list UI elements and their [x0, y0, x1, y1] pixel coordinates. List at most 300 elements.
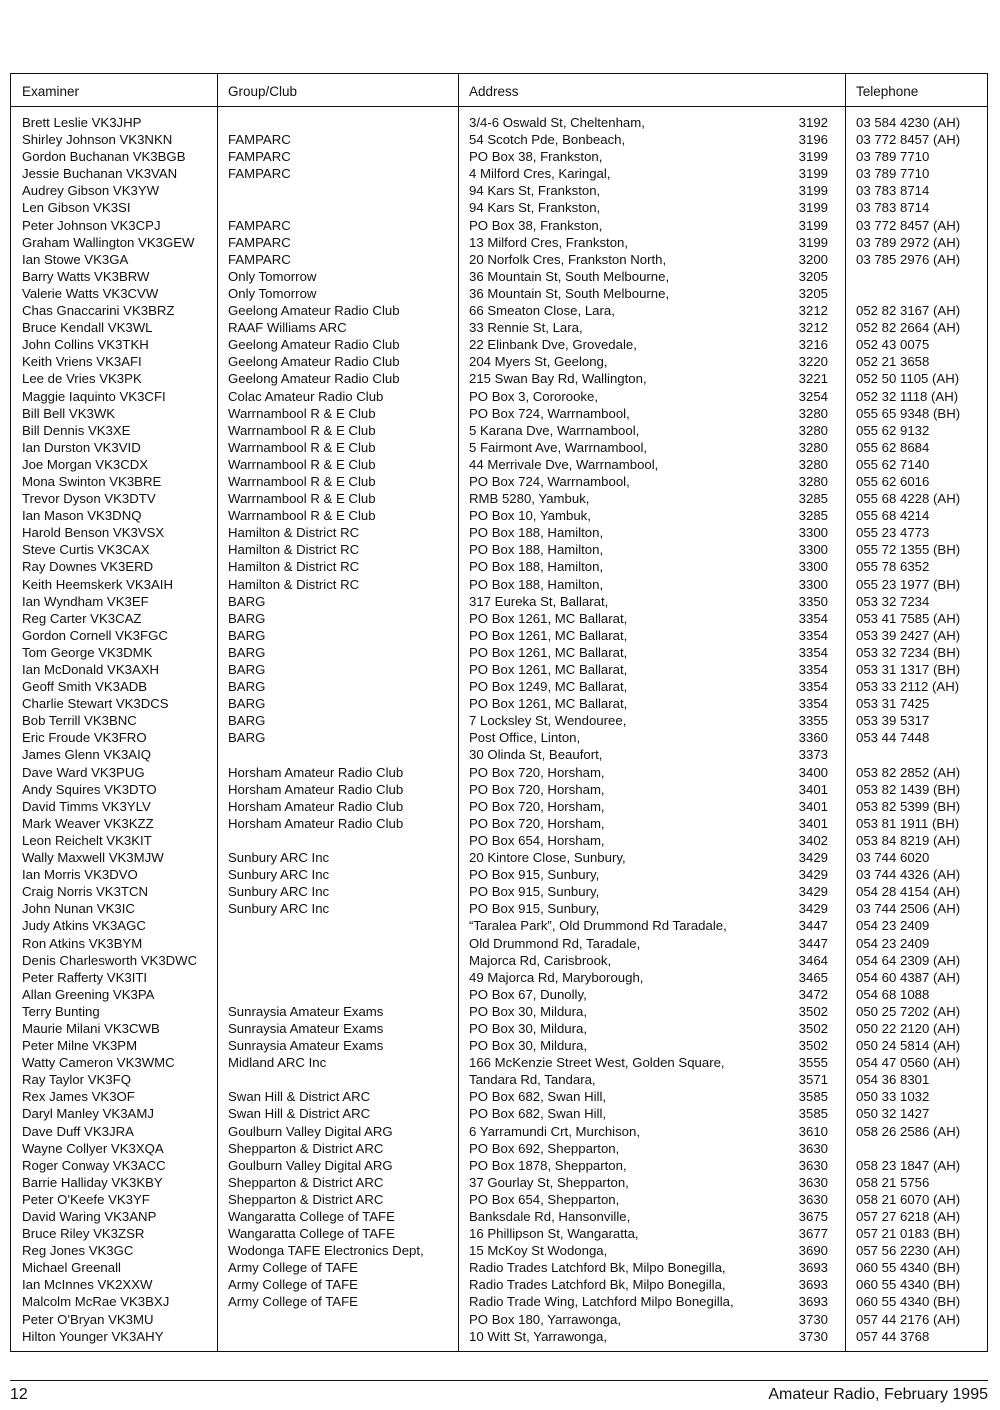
examiner-name: Ian Stowe VK3GA	[22, 251, 129, 267]
group-club: Sunbury ARC Inc	[228, 884, 330, 900]
group-club: Hamilton & District RC	[228, 525, 360, 541]
postcode: 3571	[798, 1072, 828, 1088]
group-club: Horsham Amateur Radio Club	[228, 764, 404, 780]
postcode: 3400	[798, 764, 828, 780]
table-body	[11, 114, 987, 1345]
table-row	[11, 524, 987, 541]
address: PO Box 188, Hamilton,	[469, 576, 604, 592]
examiner-name: Len Gibson VK3SI	[22, 200, 131, 216]
examiner-name: Mark Weaver VK3KZZ	[22, 815, 154, 831]
examiner-name: Joe Morgan VK3CDX	[22, 456, 149, 472]
address: PO Box 10, Yambuk,	[469, 508, 591, 524]
postcode: 3354	[798, 644, 828, 660]
group-club: BARG	[228, 610, 266, 626]
table-row	[11, 1174, 987, 1191]
postcode: 3730	[798, 1311, 828, 1327]
address: 166 McKenzie Street West, Golden Square,	[469, 1055, 725, 1071]
address: PO Box 30, Mildura,	[469, 1020, 588, 1036]
address: PO Box 3, Cororooke,	[469, 388, 599, 404]
address: PO Box 188, Hamilton,	[469, 559, 604, 575]
table-row	[11, 815, 987, 832]
examiner-name: Peter O'Keefe VK3YF	[22, 1191, 150, 1207]
examiner-name: Roger Conway VK3ACC	[22, 1157, 166, 1173]
group-club: FAMPARC	[228, 251, 291, 267]
address: PO Box 915, Sunbury,	[469, 901, 600, 917]
table-row	[11, 1276, 987, 1293]
address: 204 Myers St, Geelong,	[469, 354, 608, 370]
group-club: Wangaratta College of TAFE	[228, 1209, 395, 1224]
table-row	[11, 883, 987, 900]
postcode: 3555	[798, 1055, 828, 1071]
examiner-name: Charlie Stewart VK3DCS	[22, 696, 169, 712]
postcode: 3280	[798, 422, 828, 438]
table-row	[11, 1105, 987, 1122]
address: PO Box 38, Frankston,	[469, 217, 603, 233]
telephone: 057 44 3768	[856, 1328, 930, 1344]
address: PO Box 1249, MC Ballarat,	[469, 679, 628, 695]
examiner-name: Ron Atkins VK3BYM	[22, 935, 143, 951]
examiner-name: Shirley Johnson VK3NKN	[22, 132, 173, 148]
group-club: Goulburn Valley Digital ARG	[228, 1123, 393, 1139]
telephone: 058 26 2586 (AH)	[856, 1123, 961, 1139]
examiner-name: Terry Bunting	[22, 1003, 100, 1019]
table-row	[11, 900, 987, 917]
examiner-name: Gordon Buchanan VK3BGB	[22, 149, 186, 165]
table-row	[11, 678, 987, 695]
address: PO Box 1261, MC Ballarat,	[469, 644, 628, 660]
group-club: Shepparton & District ARC	[228, 1191, 384, 1207]
telephone: 054 68 1088	[856, 986, 930, 1002]
postcode: 3373	[798, 747, 828, 763]
table-row	[11, 114, 987, 131]
telephone: 053 82 5399 (BH)	[856, 798, 961, 814]
group-club: Warrnambool R & E Club	[228, 491, 376, 507]
telephone: 054 60 4387 (AH)	[856, 969, 961, 985]
postcode: 3285	[798, 491, 828, 507]
table-row	[11, 558, 987, 575]
examiner-name: Watty Cameron VK3WMC	[22, 1055, 175, 1071]
examiner-name: Peter O'Bryan VK3MU	[22, 1311, 154, 1327]
address: Post Office, Linton,	[469, 730, 581, 746]
address: 30 Olinda St, Beaufort,	[469, 747, 603, 763]
telephone: 057 21 0183 (BH)	[856, 1226, 961, 1242]
examiner-name: Ian McInnes VK2XXW	[22, 1277, 153, 1293]
table-row	[11, 336, 987, 353]
telephone: 03 783 8714	[856, 200, 930, 216]
table-row	[11, 165, 987, 182]
telephone: 058 21 6070 (AH)	[856, 1191, 961, 1207]
examiner-name: Ian Wyndham VK3EF	[22, 593, 149, 609]
postcode: 3196	[798, 132, 828, 148]
table-row	[11, 541, 987, 558]
telephone: 052 82 2664 (AH)	[856, 320, 961, 336]
examiner-name: Valerie Watts VK3CVW	[22, 285, 159, 301]
table-row	[11, 1208, 987, 1225]
examiner-name: Mona Swinton VK3BRE	[22, 473, 162, 489]
telephone: 055 62 7140	[856, 456, 930, 472]
address: Tandara Rd, Tandara,	[469, 1072, 596, 1088]
postcode: 3502	[798, 1038, 828, 1054]
examiner-name: Bill Dennis VK3XE	[22, 422, 131, 438]
examiner-name: Ray Downes VK3ERD	[22, 559, 154, 575]
examiner-name: Harold Benson VK3VSX	[22, 525, 165, 541]
address: 22 Elinbank Dve, Grovedale,	[469, 337, 637, 353]
group-club: Army College of TAFE	[228, 1277, 358, 1293]
telephone: 053 81 1911 (BH)	[856, 815, 960, 831]
postcode: 3199	[798, 217, 828, 233]
postcode: 3280	[798, 439, 828, 455]
address: 94 Kars St, Frankston,	[469, 200, 601, 216]
postcode: 3630	[798, 1140, 828, 1156]
address: 4 Milford Cres, Karingal,	[469, 166, 611, 182]
group-club: Goulburn Valley Digital ARG	[228, 1157, 393, 1173]
table-row	[11, 917, 987, 934]
postcode: 3192	[798, 115, 828, 130]
telephone: 054 47 0560 (AH)	[856, 1055, 961, 1071]
address: 215 Swan Bay Rd, Wallington,	[469, 371, 647, 387]
address: Radio Trades Latchford Bk, Milpo Bonegilla,	[469, 1260, 726, 1276]
table-row	[11, 1328, 987, 1345]
table-row	[11, 405, 987, 422]
telephone: 053 33 2112 (AH)	[856, 679, 960, 695]
group-club: RAAF Williams ARC	[228, 320, 347, 336]
table-row	[11, 268, 987, 285]
examiner-name: John Collins VK3TKH	[22, 337, 149, 353]
postcode: 3254	[798, 388, 828, 404]
table-row	[11, 712, 987, 729]
examiner-name: Graham Wallington VK3GEW	[22, 234, 195, 250]
table-row	[11, 695, 987, 712]
postcode: 3630	[798, 1174, 828, 1190]
group-club: BARG	[228, 679, 266, 695]
examiner-name: Bob Terrill VK3BNC	[22, 713, 137, 729]
address: 317 Eureka St, Ballarat,	[469, 593, 609, 609]
table-row	[11, 798, 987, 815]
postcode: 3280	[798, 405, 828, 421]
table-row	[11, 148, 987, 165]
address: PO Box 682, Swan Hill,	[469, 1106, 607, 1122]
table-row	[11, 935, 987, 952]
telephone: 03 744 2506 (AH)	[856, 901, 961, 917]
table-row	[11, 1259, 987, 1276]
table-row	[11, 490, 987, 507]
telephone: 053 41 7585 (AH)	[856, 610, 961, 626]
group-club: Sunbury ARC Inc	[228, 901, 330, 917]
examiner-name: Leon Reichelt VK3KIT	[22, 832, 152, 848]
telephone: 03 789 7710	[856, 149, 930, 165]
postcode: 3200	[798, 251, 828, 267]
examiner-name: Audrey Gibson VK3YW	[22, 183, 160, 199]
table-row	[11, 199, 987, 216]
postcode: 3693	[798, 1277, 828, 1293]
telephone: 058 21 5756	[856, 1174, 930, 1190]
group-club: FAMPARC	[228, 166, 291, 182]
address: 20 Norfolk Cres, Frankston North,	[469, 251, 667, 267]
address: 3/4-6 Oswald St, Cheltenham,	[469, 115, 645, 130]
telephone: 053 39 5317	[856, 713, 930, 729]
telephone: 03 772 8457 (AH)	[856, 217, 961, 233]
table-row	[11, 969, 987, 986]
table-row	[11, 764, 987, 781]
group-club: Warrnambool R & E Club	[228, 473, 376, 489]
postcode: 3199	[798, 166, 828, 182]
table-row	[11, 439, 987, 456]
address: 20 Kintore Close, Sunbury,	[469, 850, 626, 866]
address: 10 Witt St, Yarrawonga,	[469, 1328, 608, 1344]
examiner-name: Dave Duff VK3JRA	[22, 1123, 134, 1139]
examiner-name: Michael Greenall	[22, 1260, 121, 1276]
address: PO Box 180, Yarrawonga,	[469, 1311, 621, 1327]
address: PO Box 654, Shepparton,	[469, 1191, 620, 1207]
telephone: 055 78 6352	[856, 559, 930, 575]
group-club: Hamilton & District RC	[228, 559, 360, 575]
telephone: 060 55 4340 (BH)	[856, 1294, 961, 1310]
address: RMB 5280, Yambuk,	[469, 491, 590, 507]
address: PO Box 188, Hamilton,	[469, 525, 604, 541]
group-club: Horsham Amateur Radio Club	[228, 815, 404, 831]
table-row	[11, 507, 987, 524]
examiner-name: James Glenn VK3AIQ	[22, 747, 152, 763]
footer-rule	[10, 1380, 988, 1381]
address: PO Box 30, Mildura,	[469, 1038, 588, 1054]
address: 7 Locksley St, Wendouree,	[469, 713, 627, 729]
telephone: 055 23 4773	[856, 525, 930, 541]
group-club: BARG	[228, 713, 266, 729]
postcode: 3199	[798, 234, 828, 250]
telephone: 050 33 1032	[856, 1089, 930, 1105]
table-row	[11, 610, 987, 627]
group-club: Warrnambool R & E Club	[228, 456, 376, 472]
header-group-club: Group/Club	[228, 84, 298, 99]
examiner-name: Trevor Dyson VK3DTV	[22, 491, 156, 507]
examiner-name: Bruce Kendall VK3WL	[22, 320, 153, 336]
examiner-name: Tom George VK3DMK	[22, 644, 153, 660]
telephone: 060 55 4340 (BH)	[856, 1277, 961, 1293]
examiner-name: Peter Milne VK3PM	[22, 1038, 138, 1054]
examiner-name: Wayne Collyer VK3XQA	[22, 1140, 164, 1156]
telephone: 054 64 2309 (AH)	[856, 952, 961, 968]
examiner-name: Chas Gnaccarini VK3BRZ	[22, 303, 175, 319]
telephone: 03 789 7710	[856, 166, 930, 182]
group-club: Warrnambool R & E Club	[228, 439, 376, 455]
table-row	[11, 388, 987, 405]
postcode: 3502	[798, 1003, 828, 1019]
postcode: 3355	[798, 713, 828, 729]
address: PO Box 38, Frankston,	[469, 149, 603, 165]
table-row	[11, 1157, 987, 1174]
postcode: 3350	[798, 593, 828, 609]
postcode: 3429	[798, 850, 828, 866]
address: 5 Karana Dve, Warrnambool,	[469, 422, 640, 438]
table-row	[11, 302, 987, 319]
table-row	[11, 1311, 987, 1328]
address: 13 Milford Cres, Frankston,	[469, 234, 629, 250]
address: PO Box 1878, Shepparton,	[469, 1157, 627, 1173]
telephone: 052 21 3658	[856, 354, 930, 370]
examiner-name: Maggie Iaquinto VK3CFI	[22, 388, 166, 404]
examiner-name: Barry Watts VK3BRW	[22, 268, 150, 284]
telephone: 053 84 8219 (AH)	[856, 832, 961, 848]
examiner-name: Maurie Milani VK3CWB	[22, 1020, 160, 1036]
postcode: 3630	[798, 1191, 828, 1207]
telephone: 054 23 2409	[856, 935, 930, 951]
table-row	[11, 217, 987, 234]
postcode: 3212	[798, 320, 828, 336]
postcode: 3447	[798, 918, 828, 934]
group-club: Colac Amateur Radio Club	[228, 388, 384, 404]
telephone: 050 24 5814 (AH)	[856, 1038, 961, 1054]
telephone: 057 27 6218 (AH)	[856, 1209, 961, 1224]
postcode: 3216	[798, 337, 828, 353]
telephone: 055 62 8684	[856, 439, 930, 455]
postcode: 3429	[798, 867, 828, 883]
postcode: 3610	[798, 1123, 828, 1139]
table-row	[11, 1020, 987, 1037]
table-row	[11, 1225, 987, 1242]
table-row	[11, 1054, 987, 1071]
telephone: 057 44 2176 (AH)	[856, 1311, 961, 1327]
telephone: 053 31 1317 (BH)	[856, 662, 961, 677]
telephone: 055 62 6016	[856, 473, 930, 489]
postcode: 3693	[798, 1294, 828, 1310]
telephone: 054 23 2409	[856, 918, 930, 934]
telephone: 055 68 4228 (AH)	[856, 491, 961, 507]
table-row	[11, 1071, 987, 1088]
examiner-name: Gordon Cornell VK3FGC	[22, 627, 168, 643]
postcode: 3300	[798, 525, 828, 541]
telephone: 058 23 1847 (AH)	[856, 1157, 961, 1173]
group-club: Wodonga TAFE Electronics Dept,	[228, 1243, 424, 1259]
address: PO Box 1261, MC Ballarat,	[469, 696, 628, 712]
table-row	[11, 952, 987, 969]
postcode: 3212	[798, 303, 828, 319]
table-row	[11, 1293, 987, 1310]
examiner-name: Hilton Younger VK3AHY	[22, 1328, 164, 1344]
address: 33 Rennie St, Lara,	[469, 320, 583, 336]
telephone: 052 43 0075	[856, 337, 930, 353]
postcode: 3354	[798, 662, 828, 677]
table-row	[11, 866, 987, 883]
postcode: 3401	[798, 798, 828, 814]
address: Radio Trade Wing, Latchford Milpo Bonegilla,	[469, 1294, 734, 1310]
postcode: 3360	[798, 730, 828, 746]
table-row	[11, 285, 987, 302]
telephone: 052 50 1105 (AH)	[856, 371, 960, 387]
examiner-name: Rex James VK3OF	[22, 1089, 135, 1105]
telephone: 053 82 2852 (AH)	[856, 764, 961, 780]
address: PO Box 682, Swan Hill,	[469, 1089, 607, 1105]
address: 49 Majorca Rd, Maryborough,	[469, 969, 644, 985]
postcode: 3285	[798, 508, 828, 524]
group-club: Warrnambool R & E Club	[228, 508, 376, 524]
table-row	[11, 986, 987, 1003]
examiner-name: Bill Bell VK3WK	[22, 405, 116, 421]
telephone: 03 789 2972 (AH)	[856, 234, 961, 250]
postcode: 3199	[798, 200, 828, 216]
group-club: Horsham Amateur Radio Club	[228, 781, 404, 797]
publication-title: Amateur Radio, February 1995	[768, 1386, 988, 1403]
address: PO Box 67, Dunolly,	[469, 986, 587, 1002]
group-club: FAMPARC	[228, 234, 291, 250]
examiner-name: Keith Vriens VK3AFI	[22, 354, 142, 370]
examiner-name: Ray Taylor VK3FQ	[22, 1072, 131, 1088]
address: PO Box 720, Horsham,	[469, 764, 605, 780]
address: PO Box 720, Horsham,	[469, 798, 605, 814]
table-row	[11, 627, 987, 644]
postcode: 3429	[798, 901, 828, 917]
telephone: 053 32 7234 (BH)	[856, 644, 961, 660]
table-row	[11, 456, 987, 473]
telephone: 03 744 6020	[856, 850, 930, 866]
address: PO Box 915, Sunbury,	[469, 867, 600, 883]
postcode: 3401	[798, 815, 828, 831]
table-row	[11, 1088, 987, 1105]
address: Banksdale Rd, Hansonville,	[469, 1209, 631, 1224]
address: 37 Gourlay St, Shepparton,	[469, 1174, 629, 1190]
examiner-name: Geoff Smith VK3ADB	[22, 679, 148, 695]
address: Radio Trades Latchford Bk, Milpo Bonegilla,	[469, 1277, 726, 1293]
telephone: 050 32 1427	[856, 1106, 930, 1122]
address: 6 Yarramundi Crt, Murchison,	[469, 1123, 641, 1139]
group-club: Wangaratta College of TAFE	[228, 1226, 395, 1242]
examiner-name: Peter Rafferty VK3ITI	[22, 969, 148, 985]
postcode: 3300	[798, 559, 828, 575]
address: 36 Mountain St, South Melbourne,	[469, 285, 670, 301]
postcode: 3402	[798, 832, 828, 848]
postcode: 3677	[798, 1226, 828, 1242]
address: Old Drummond Rd, Taradale,	[469, 935, 641, 951]
postcode: 3464	[798, 952, 828, 968]
examiner-name: Jessie Buchanan VK3VAN	[22, 166, 178, 182]
telephone: 055 62 9132	[856, 422, 930, 438]
group-club: Swan Hill & District ARC	[228, 1106, 371, 1122]
address: Majorca Rd, Carisbrook,	[469, 952, 612, 968]
group-club: Geelong Amateur Radio Club	[228, 337, 400, 353]
examiner-name: Wally Maxwell VK3MJW	[22, 850, 164, 866]
telephone: 050 22 2120 (AH)	[856, 1020, 961, 1036]
address: 66 Smeaton Close, Lara,	[469, 303, 615, 319]
telephone: 055 68 4214	[856, 508, 930, 524]
telephone: 050 25 7202 (AH)	[856, 1003, 961, 1019]
postcode: 3447	[798, 935, 828, 951]
postcode: 3630	[798, 1157, 828, 1173]
address: PO Box 724, Warrnambool,	[469, 405, 630, 421]
group-club: FAMPARC	[228, 149, 291, 165]
address: 54 Scotch Pde, Bonbeach,	[469, 132, 626, 148]
examiner-name: Barrie Halliday VK3KBY	[22, 1174, 163, 1190]
table-row	[11, 746, 987, 763]
address: PO Box 720, Horsham,	[469, 781, 605, 797]
postcode: 3502	[798, 1020, 828, 1036]
table-row	[11, 1037, 987, 1054]
postcode: 3199	[798, 149, 828, 165]
group-club: Sunraysia Amateur Exams	[228, 1038, 384, 1054]
group-club: Hamilton & District RC	[228, 576, 360, 592]
examiner-name: Dave Ward VK3PUG	[22, 764, 145, 780]
postcode: 3472	[798, 986, 828, 1002]
telephone: 057 56 2230 (AH)	[856, 1243, 961, 1259]
table-row	[11, 593, 987, 610]
group-club: Swan Hill & District ARC	[228, 1089, 371, 1105]
postcode: 3205	[798, 268, 828, 284]
table-row	[11, 1242, 987, 1259]
group-club: Warrnambool R & E Club	[228, 405, 376, 421]
examiner-name: Ian Mason VK3DNQ	[22, 508, 142, 524]
table-row	[11, 422, 987, 439]
group-club: Horsham Amateur Radio Club	[228, 798, 404, 814]
telephone: 060 55 4340 (BH)	[856, 1260, 961, 1276]
table-row	[11, 251, 987, 268]
